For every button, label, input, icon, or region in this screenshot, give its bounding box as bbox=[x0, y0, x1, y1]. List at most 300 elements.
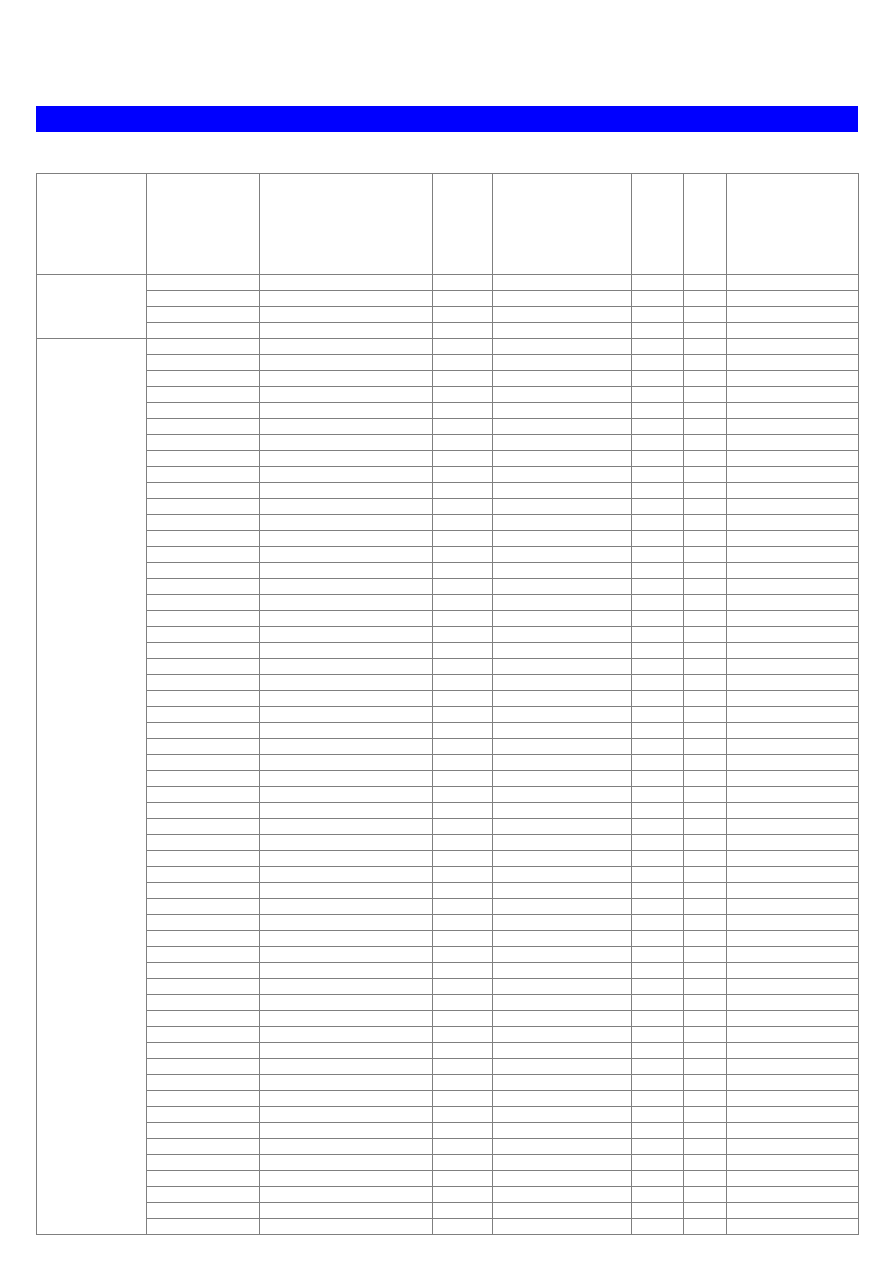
table-cell-r11-c4 bbox=[493, 451, 632, 467]
table-cell-r19-c3 bbox=[433, 579, 493, 595]
table-cell-r16-c3 bbox=[433, 531, 493, 547]
table-cell-r9-c7 bbox=[727, 419, 859, 435]
table-row bbox=[37, 675, 859, 691]
table-row bbox=[37, 595, 859, 611]
table-cell-r26-c5 bbox=[632, 691, 684, 707]
table-cell-r21-c2 bbox=[260, 611, 433, 627]
table-cell-r58-c3 bbox=[433, 1203, 493, 1219]
table-cell-r28-c4 bbox=[493, 723, 632, 739]
table-cell-r45-c7 bbox=[727, 995, 859, 1011]
table-cell-r29-c4 bbox=[493, 739, 632, 755]
table-cell-r24-c3 bbox=[433, 659, 493, 675]
table-cell-r18-c1 bbox=[147, 563, 260, 579]
table-cell-r21-c1 bbox=[147, 611, 260, 627]
table-cell-r15-c5 bbox=[632, 515, 684, 531]
table-cell-r29-c2 bbox=[260, 739, 433, 755]
table-cell-r41-c5 bbox=[632, 931, 684, 947]
table-cell-r24-c1 bbox=[147, 659, 260, 675]
table-cell-r47-c2 bbox=[260, 1027, 433, 1043]
table-row bbox=[37, 755, 859, 771]
table-cell-r1-c5 bbox=[632, 291, 684, 307]
table-cell-r10-c7 bbox=[727, 435, 859, 451]
table-cell-r40-c5 bbox=[632, 915, 684, 931]
table-cell-r31-c1 bbox=[147, 771, 260, 787]
table-cell-r36-c7 bbox=[727, 851, 859, 867]
table-cell-r11-c1 bbox=[147, 451, 260, 467]
table-cell-r20-c4 bbox=[493, 595, 632, 611]
table-cell-r29-c7 bbox=[727, 739, 859, 755]
table-cell-r22-c3 bbox=[433, 627, 493, 643]
table-cell-r40-c4 bbox=[493, 915, 632, 931]
table-cell-r31-c7 bbox=[727, 771, 859, 787]
table-cell-r42-c2 bbox=[260, 947, 433, 963]
table-cell-r45-c3 bbox=[433, 995, 493, 1011]
table-cell-r35-c4 bbox=[493, 835, 632, 851]
table-cell-r54-c5 bbox=[632, 1139, 684, 1155]
table-cell-r38-c4 bbox=[493, 883, 632, 899]
table-cell-r38-c3 bbox=[433, 883, 493, 899]
table-cell-r59-c6 bbox=[684, 1219, 727, 1235]
table-row bbox=[37, 1203, 859, 1219]
table-cell-r9-c5 bbox=[632, 419, 684, 435]
table-cell-r36-c6 bbox=[684, 851, 727, 867]
table-cell-r24-c5 bbox=[632, 659, 684, 675]
table-cell-r35-c7 bbox=[727, 835, 859, 851]
table-cell-r25-c4 bbox=[493, 675, 632, 691]
table-cell-r17-c6 bbox=[684, 547, 727, 563]
table-cell-r12-c1 bbox=[147, 467, 260, 483]
table-cell-r4-c4 bbox=[493, 339, 632, 355]
table-cell-r3-c4 bbox=[493, 323, 632, 339]
table-cell-r30-c2 bbox=[260, 755, 433, 771]
table-cell-r18-c3 bbox=[433, 563, 493, 579]
table-cell-r41-c3 bbox=[433, 931, 493, 947]
table-cell-r53-c7 bbox=[727, 1123, 859, 1139]
table-cell-r45-c6 bbox=[684, 995, 727, 1011]
table-row bbox=[37, 1107, 859, 1123]
table-cell-r55-c3 bbox=[433, 1155, 493, 1171]
table-cell-r56-c7 bbox=[727, 1171, 859, 1187]
table-cell-r36-c5 bbox=[632, 851, 684, 867]
table-cell-r34-c1 bbox=[147, 819, 260, 835]
table-cell-r57-c4 bbox=[493, 1187, 632, 1203]
table-cell-r1-c7 bbox=[727, 291, 859, 307]
table-cell-r20-c6 bbox=[684, 595, 727, 611]
table-cell-r16-c1 bbox=[147, 531, 260, 547]
table-cell-r37-c5 bbox=[632, 867, 684, 883]
table-cell-r16-c7 bbox=[727, 531, 859, 547]
table-cell-r41-c4 bbox=[493, 931, 632, 947]
table-cell-r5-c4 bbox=[493, 355, 632, 371]
table-cell-r23-c7 bbox=[727, 643, 859, 659]
table-cell-r37-c1 bbox=[147, 867, 260, 883]
table-cell-r28-c1 bbox=[147, 723, 260, 739]
table-cell-r44-c4 bbox=[493, 979, 632, 995]
table-cell-r6-c3 bbox=[433, 371, 493, 387]
table-cell-r30-c7 bbox=[727, 755, 859, 771]
table-cell-r40-c3 bbox=[433, 915, 493, 931]
table-cell-r54-c4 bbox=[493, 1139, 632, 1155]
table-cell-r32-c4 bbox=[493, 787, 632, 803]
table-cell-r54-c2 bbox=[260, 1139, 433, 1155]
table-cell-r2-c2 bbox=[260, 307, 433, 323]
table-cell-r34-c5 bbox=[632, 819, 684, 835]
table-row bbox=[37, 387, 859, 403]
table-cell-r59-c4 bbox=[493, 1219, 632, 1235]
table-cell-r33-c3 bbox=[433, 803, 493, 819]
table-row bbox=[37, 499, 859, 515]
table-cell-r11-c3 bbox=[433, 451, 493, 467]
table-cell-r42-c6 bbox=[684, 947, 727, 963]
table-cell-r43-c3 bbox=[433, 963, 493, 979]
table-row bbox=[37, 851, 859, 867]
table-cell-r0-c2 bbox=[260, 275, 433, 291]
table-row bbox=[37, 291, 859, 307]
table-cell-r7-c6 bbox=[684, 387, 727, 403]
table-cell-r7-c2 bbox=[260, 387, 433, 403]
table-cell-r30-c1 bbox=[147, 755, 260, 771]
table-cell-r8-c1 bbox=[147, 403, 260, 419]
table-cell-r13-c5 bbox=[632, 483, 684, 499]
table-cell-r17-c1 bbox=[147, 547, 260, 563]
table-cell-r43-c2 bbox=[260, 963, 433, 979]
table-row bbox=[37, 899, 859, 915]
table-cell-r40-c1 bbox=[147, 915, 260, 931]
table-cell-r38-c2 bbox=[260, 883, 433, 899]
table-row bbox=[37, 627, 859, 643]
table-body bbox=[37, 275, 859, 1235]
table-cell-r15-c4 bbox=[493, 515, 632, 531]
table-cell-r32-c3 bbox=[433, 787, 493, 803]
table-cell-r47-c4 bbox=[493, 1027, 632, 1043]
table-row bbox=[37, 915, 859, 931]
table-cell-r15-c6 bbox=[684, 515, 727, 531]
table-cell-r16-c2 bbox=[260, 531, 433, 547]
column-header-5 bbox=[632, 174, 684, 275]
table-cell-r27-c5 bbox=[632, 707, 684, 723]
table-cell-r22-c1 bbox=[147, 627, 260, 643]
table-cell-r8-c7 bbox=[727, 403, 859, 419]
table-cell-r7-c1 bbox=[147, 387, 260, 403]
column-header-0 bbox=[37, 174, 147, 275]
table-row bbox=[37, 1011, 859, 1027]
table-cell-r59-c1 bbox=[147, 1219, 260, 1235]
table-cell-r37-c6 bbox=[684, 867, 727, 883]
table-row bbox=[37, 1219, 859, 1235]
table-cell-r51-c1 bbox=[147, 1091, 260, 1107]
table-cell-r14-c2 bbox=[260, 499, 433, 515]
table-cell-r5-c3 bbox=[433, 355, 493, 371]
table-cell-r11-c6 bbox=[684, 451, 727, 467]
table-cell-r11-c5 bbox=[632, 451, 684, 467]
table-cell-r42-c7 bbox=[727, 947, 859, 963]
table-cell-r14-c6 bbox=[684, 499, 727, 515]
table-header-row bbox=[37, 174, 859, 275]
table-cell-r8-c2 bbox=[260, 403, 433, 419]
table-cell-r53-c3 bbox=[433, 1123, 493, 1139]
table-cell-r49-c4 bbox=[493, 1059, 632, 1075]
table-cell-r45-c1 bbox=[147, 995, 260, 1011]
table-cell-r33-c6 bbox=[684, 803, 727, 819]
table-cell-r31-c2 bbox=[260, 771, 433, 787]
table-cell-r32-c1 bbox=[147, 787, 260, 803]
table-row bbox=[37, 563, 859, 579]
table-row bbox=[37, 483, 859, 499]
table-cell-r56-c2 bbox=[260, 1171, 433, 1187]
table-cell-r2-c5 bbox=[632, 307, 684, 323]
table-cell-r12-c7 bbox=[727, 467, 859, 483]
table-cell-r36-c3 bbox=[433, 851, 493, 867]
table-cell-r35-c1 bbox=[147, 835, 260, 851]
table-row bbox=[37, 1155, 859, 1171]
table-cell-r30-c5 bbox=[632, 755, 684, 771]
table-cell-r47-c6 bbox=[684, 1027, 727, 1043]
table-cell-r4-c3 bbox=[433, 339, 493, 355]
table-cell-r17-c5 bbox=[632, 547, 684, 563]
table-cell-r16-c5 bbox=[632, 531, 684, 547]
table-cell-r33-c5 bbox=[632, 803, 684, 819]
table-cell-r55-c6 bbox=[684, 1155, 727, 1171]
table-cell-r27-c2 bbox=[260, 707, 433, 723]
table-cell-r0-c5 bbox=[632, 275, 684, 291]
table-row bbox=[37, 355, 859, 371]
table-cell-r49-c6 bbox=[684, 1059, 727, 1075]
table-cell-r57-c1 bbox=[147, 1187, 260, 1203]
table-cell-r2-c3 bbox=[433, 307, 493, 323]
table-cell-r37-c4 bbox=[493, 867, 632, 883]
table-row bbox=[37, 931, 859, 947]
table-row bbox=[37, 1123, 859, 1139]
table-cell-r57-c3 bbox=[433, 1187, 493, 1203]
table-cell-r59-c3 bbox=[433, 1219, 493, 1235]
table-cell-r45-c4 bbox=[493, 995, 632, 1011]
column-header-1 bbox=[147, 174, 260, 275]
table-cell-r21-c3 bbox=[433, 611, 493, 627]
table-cell-r23-c6 bbox=[684, 643, 727, 659]
table-cell-r4-c2 bbox=[260, 339, 433, 355]
table-cell-r42-c4 bbox=[493, 947, 632, 963]
table-cell-r48-c5 bbox=[632, 1043, 684, 1059]
table-cell-r3-c7 bbox=[727, 323, 859, 339]
table-cell-r28-c7 bbox=[727, 723, 859, 739]
table-cell-r9-c6 bbox=[684, 419, 727, 435]
table-cell-r30-c4 bbox=[493, 755, 632, 771]
table-cell-r9-c3 bbox=[433, 419, 493, 435]
table-row bbox=[37, 1171, 859, 1187]
table-header bbox=[37, 174, 859, 275]
table-cell-r43-c1 bbox=[147, 963, 260, 979]
table-row bbox=[37, 467, 859, 483]
table-cell-r43-c7 bbox=[727, 963, 859, 979]
table-cell-r26-c7 bbox=[727, 691, 859, 707]
table-cell-r36-c2 bbox=[260, 851, 433, 867]
table-cell-r47-c1 bbox=[147, 1027, 260, 1043]
table-cell-r38-c5 bbox=[632, 883, 684, 899]
table-cell-r55-c5 bbox=[632, 1155, 684, 1171]
table-cell-r13-c6 bbox=[684, 483, 727, 499]
table-row bbox=[37, 371, 859, 387]
table-cell-r38-c1 bbox=[147, 883, 260, 899]
table-cell-r13-c7 bbox=[727, 483, 859, 499]
table-cell-r26-c3 bbox=[433, 691, 493, 707]
table-cell-r19-c7 bbox=[727, 579, 859, 595]
table-cell-r21-c4 bbox=[493, 611, 632, 627]
table-cell-r1-c1 bbox=[147, 291, 260, 307]
table-cell-r15-c7 bbox=[727, 515, 859, 531]
table-cell-r55-c2 bbox=[260, 1155, 433, 1171]
table-cell-r17-c2 bbox=[260, 547, 433, 563]
table-cell-r55-c4 bbox=[493, 1155, 632, 1171]
table-row bbox=[37, 803, 859, 819]
table-cell-r51-c6 bbox=[684, 1091, 727, 1107]
table-cell-r55-c7 bbox=[727, 1155, 859, 1171]
table-cell-r46-c2 bbox=[260, 1011, 433, 1027]
table-cell-r14-c4 bbox=[493, 499, 632, 515]
table-cell-r46-c6 bbox=[684, 1011, 727, 1027]
row-group-label-0 bbox=[37, 275, 147, 339]
table-cell-r50-c7 bbox=[727, 1075, 859, 1091]
table-cell-r45-c2 bbox=[260, 995, 433, 1011]
table-cell-r29-c3 bbox=[433, 739, 493, 755]
table-row bbox=[37, 307, 859, 323]
table-row bbox=[37, 883, 859, 899]
table-cell-r2-c1 bbox=[147, 307, 260, 323]
table-cell-r21-c7 bbox=[727, 611, 859, 627]
column-header-2 bbox=[260, 174, 433, 275]
table-cell-r58-c2 bbox=[260, 1203, 433, 1219]
table-cell-r7-c4 bbox=[493, 387, 632, 403]
table-cell-r44-c5 bbox=[632, 979, 684, 995]
table-cell-r6-c6 bbox=[684, 371, 727, 387]
table-cell-r53-c6 bbox=[684, 1123, 727, 1139]
table-cell-r54-c1 bbox=[147, 1139, 260, 1155]
table-cell-r48-c4 bbox=[493, 1043, 632, 1059]
table-cell-r36-c4 bbox=[493, 851, 632, 867]
table-cell-r14-c1 bbox=[147, 499, 260, 515]
table-cell-r56-c4 bbox=[493, 1171, 632, 1187]
table-cell-r48-c3 bbox=[433, 1043, 493, 1059]
table-row bbox=[37, 1091, 859, 1107]
table-cell-r6-c7 bbox=[727, 371, 859, 387]
table-cell-r52-c3 bbox=[433, 1107, 493, 1123]
table-cell-r48-c1 bbox=[147, 1043, 260, 1059]
table-cell-r27-c1 bbox=[147, 707, 260, 723]
table-cell-r46-c1 bbox=[147, 1011, 260, 1027]
table-cell-r59-c2 bbox=[260, 1219, 433, 1235]
table-row bbox=[37, 995, 859, 1011]
table-cell-r49-c1 bbox=[147, 1059, 260, 1075]
table-cell-r12-c2 bbox=[260, 467, 433, 483]
table-cell-r13-c4 bbox=[493, 483, 632, 499]
table-cell-r30-c3 bbox=[433, 755, 493, 771]
table-cell-r40-c6 bbox=[684, 915, 727, 931]
table-cell-r44-c7 bbox=[727, 979, 859, 995]
table-cell-r24-c4 bbox=[493, 659, 632, 675]
table-row bbox=[37, 611, 859, 627]
table-cell-r4-c6 bbox=[684, 339, 727, 355]
table-cell-r0-c4 bbox=[493, 275, 632, 291]
table-cell-r9-c2 bbox=[260, 419, 433, 435]
blue-title-banner bbox=[36, 106, 858, 132]
table-cell-r33-c1 bbox=[147, 803, 260, 819]
table-cell-r6-c1 bbox=[147, 371, 260, 387]
table-cell-r26-c2 bbox=[260, 691, 433, 707]
table-cell-r19-c1 bbox=[147, 579, 260, 595]
table-cell-r51-c5 bbox=[632, 1091, 684, 1107]
table-cell-r16-c4 bbox=[493, 531, 632, 547]
table-cell-r28-c2 bbox=[260, 723, 433, 739]
table-cell-r53-c5 bbox=[632, 1123, 684, 1139]
table-cell-r3-c1 bbox=[147, 323, 260, 339]
table-row bbox=[37, 435, 859, 451]
table-cell-r5-c1 bbox=[147, 355, 260, 371]
table-cell-r15-c1 bbox=[147, 515, 260, 531]
table-cell-r25-c2 bbox=[260, 675, 433, 691]
table-cell-r44-c3 bbox=[433, 979, 493, 995]
table-cell-r50-c1 bbox=[147, 1075, 260, 1091]
table-cell-r50-c6 bbox=[684, 1075, 727, 1091]
table-cell-r50-c5 bbox=[632, 1075, 684, 1091]
table-row bbox=[37, 787, 859, 803]
table-cell-r39-c5 bbox=[632, 899, 684, 915]
table-cell-r29-c6 bbox=[684, 739, 727, 755]
table-cell-r4-c1 bbox=[147, 339, 260, 355]
table-row bbox=[37, 947, 859, 963]
table-cell-r54-c3 bbox=[433, 1139, 493, 1155]
table-cell-r44-c1 bbox=[147, 979, 260, 995]
table-cell-r7-c5 bbox=[632, 387, 684, 403]
table-cell-r39-c6 bbox=[684, 899, 727, 915]
table-cell-r10-c1 bbox=[147, 435, 260, 451]
table-cell-r12-c3 bbox=[433, 467, 493, 483]
table-cell-r8-c3 bbox=[433, 403, 493, 419]
table-cell-r17-c3 bbox=[433, 547, 493, 563]
table-cell-r31-c3 bbox=[433, 771, 493, 787]
table-cell-r12-c6 bbox=[684, 467, 727, 483]
table-cell-r3-c6 bbox=[684, 323, 727, 339]
table-cell-r33-c7 bbox=[727, 803, 859, 819]
table-cell-r1-c2 bbox=[260, 291, 433, 307]
table-row bbox=[37, 275, 859, 291]
table-cell-r1-c4 bbox=[493, 291, 632, 307]
table-row bbox=[37, 515, 859, 531]
table-cell-r8-c6 bbox=[684, 403, 727, 419]
table-cell-r46-c4 bbox=[493, 1011, 632, 1027]
table-cell-r57-c7 bbox=[727, 1187, 859, 1203]
table-cell-r14-c3 bbox=[433, 499, 493, 515]
table-cell-r51-c2 bbox=[260, 1091, 433, 1107]
table-cell-r18-c5 bbox=[632, 563, 684, 579]
table-cell-r31-c4 bbox=[493, 771, 632, 787]
table-cell-r15-c2 bbox=[260, 515, 433, 531]
table-cell-r34-c6 bbox=[684, 819, 727, 835]
table-row bbox=[37, 723, 859, 739]
table-cell-r1-c3 bbox=[433, 291, 493, 307]
table-cell-r49-c7 bbox=[727, 1059, 859, 1075]
table-cell-r18-c4 bbox=[493, 563, 632, 579]
table-cell-r4-c7 bbox=[727, 339, 859, 355]
table-cell-r46-c3 bbox=[433, 1011, 493, 1027]
table-row bbox=[37, 963, 859, 979]
table-cell-r28-c6 bbox=[684, 723, 727, 739]
table-row bbox=[37, 419, 859, 435]
table-cell-r35-c3 bbox=[433, 835, 493, 851]
table-cell-r10-c2 bbox=[260, 435, 433, 451]
table-cell-r34-c2 bbox=[260, 819, 433, 835]
table-cell-r51-c3 bbox=[433, 1091, 493, 1107]
table-row bbox=[37, 819, 859, 835]
table-cell-r23-c5 bbox=[632, 643, 684, 659]
